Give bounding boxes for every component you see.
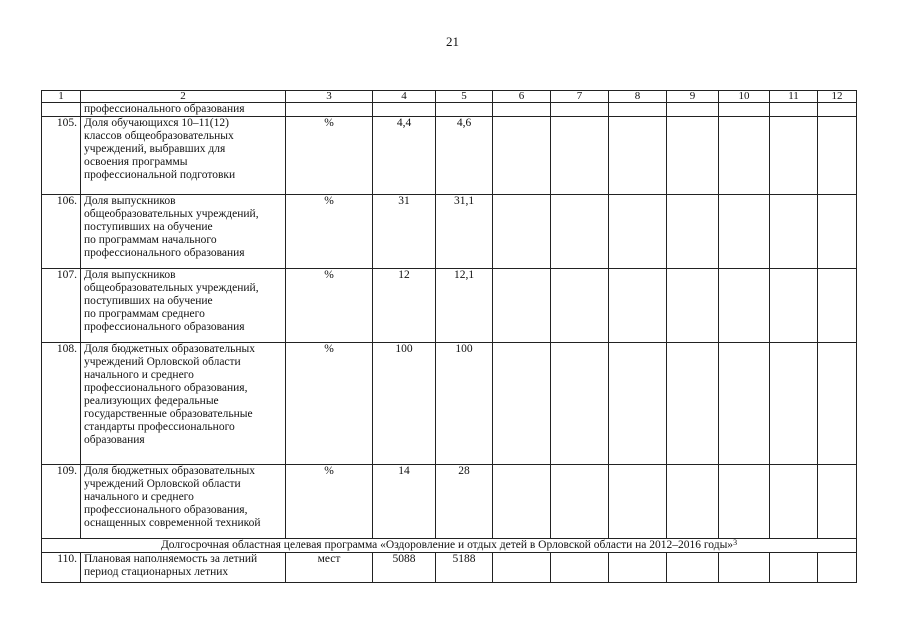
empty-cell [719, 195, 770, 269]
empty-cell [493, 195, 551, 269]
empty-cell [719, 269, 770, 343]
page-number: 21 [446, 34, 459, 49]
empty-cell [609, 269, 667, 343]
indicators-table [41, 90, 857, 583]
empty-cell [818, 269, 857, 343]
empty-cell [719, 343, 770, 465]
indicator-name-line: стандарты профессионального [84, 421, 235, 433]
unit-cell: % [286, 269, 373, 343]
program-title-text: Долгосрочная областная целевая программа «Оздоровление и отдых детей в Орловской области на 2012–2016 годы» [160, 539, 734, 551]
empty-cell [551, 269, 609, 343]
indicator-name-line: профессионального образования, [84, 504, 248, 516]
value-col-4: 14 [373, 465, 436, 539]
row-number: 108. [42, 343, 81, 465]
indicator-name-line: Доля бюджетных образовательных [84, 343, 255, 355]
row-number: 107. [42, 269, 81, 343]
continuation-text: профессионального образования [81, 103, 286, 117]
empty-cell [609, 465, 667, 539]
column-header-11: 11 [770, 91, 818, 103]
value-col-5: 28 [436, 465, 493, 539]
empty-cell [609, 117, 667, 195]
column-header-8: 8 [609, 91, 667, 103]
column-header-12: 12 [818, 91, 857, 103]
value-col-5: 100 [436, 343, 493, 465]
empty-cell [551, 195, 609, 269]
indicator-name-line: реализующих федеральные [84, 395, 219, 407]
indicator-name-line: образования [84, 434, 145, 446]
empty-cell [719, 553, 770, 583]
column-header-3: 3 [286, 91, 373, 103]
program-title [42, 539, 857, 553]
empty-cell [818, 343, 857, 465]
empty-cell [551, 553, 609, 583]
indicator-name-line: классов общеобразовательных [84, 130, 234, 142]
indicator-name-line: учреждений Орловской области [84, 356, 241, 368]
value-col-4: 4,4 [373, 117, 436, 195]
empty-cell [667, 465, 719, 539]
column-header-2: 2 [81, 91, 286, 103]
table-row [42, 553, 857, 583]
indicator-name-line: Доля выпускников [84, 195, 176, 207]
empty-cell [719, 465, 770, 539]
column-header-9: 9 [667, 91, 719, 103]
table-row [42, 269, 857, 343]
empty-cell [667, 117, 719, 195]
indicator-name-line: начального и среднего [84, 491, 194, 503]
indicator-name-line: период стационарных летних [84, 566, 229, 578]
column-header-1: 1 [42, 91, 81, 103]
program-section-row [42, 539, 857, 553]
table-row [42, 465, 857, 539]
empty-cell [493, 269, 551, 343]
continuation-row [42, 103, 857, 117]
empty-cell [493, 343, 551, 465]
unit-cell: % [286, 343, 373, 465]
value-col-4: 100 [373, 343, 436, 465]
value-col-5: 5188 [436, 553, 493, 583]
value-col-5: 4,6 [436, 117, 493, 195]
empty-cell [818, 553, 857, 583]
indicator-name [81, 465, 286, 539]
value-col-4: 31 [373, 195, 436, 269]
empty-cell [770, 117, 818, 195]
empty-cell [551, 465, 609, 539]
indicator-name-line: освоения программы [84, 156, 188, 168]
empty-cell [818, 117, 857, 195]
indicator-name-line: общеобразовательных учреждений, [84, 208, 259, 220]
indicator-name-line: учреждений, выбравших для [84, 143, 226, 155]
column-number-header [42, 91, 857, 103]
empty-cell [770, 269, 818, 343]
column-header-6: 6 [493, 91, 551, 103]
unit-cell: мест [286, 553, 373, 583]
empty-cell [609, 553, 667, 583]
empty-cell [609, 343, 667, 465]
empty-cell [667, 269, 719, 343]
value-col-4: 5088 [373, 553, 436, 583]
empty-cell [551, 343, 609, 465]
indicator-name-line: Доля бюджетных образовательных [84, 465, 255, 477]
indicator-name-line: оснащенных современной техникой [84, 517, 261, 529]
indicator-name-line: учреждений Орловской области [84, 478, 241, 490]
value-col-5: 31,1 [436, 195, 493, 269]
empty-cell [609, 195, 667, 269]
indicator-name-line: профессионального образования, [84, 382, 248, 394]
empty-cell [770, 465, 818, 539]
indicator-name [81, 269, 286, 343]
empty-cell [493, 553, 551, 583]
indicator-name-line: Доля выпускников [84, 269, 176, 281]
row-number: 109. [42, 465, 81, 539]
indicator-name-line: общеобразовательных учреждений, [84, 282, 259, 294]
empty-cell [818, 195, 857, 269]
value-col-4: 12 [373, 269, 436, 343]
indicator-name [81, 343, 286, 465]
indicator-name [81, 553, 286, 583]
unit-cell: % [286, 465, 373, 539]
table-row [42, 117, 857, 195]
indicator-name-line: поступивших на обучение [84, 295, 213, 307]
empty-cell [770, 343, 818, 465]
unit-cell: % [286, 117, 373, 195]
indicator-name [81, 117, 286, 195]
empty-cell [667, 553, 719, 583]
indicator-name-line: поступивших на обучение [84, 221, 213, 233]
column-header-7: 7 [551, 91, 609, 103]
indicator-name-line: профессионального образования [84, 247, 245, 259]
indicator-name-line: начального и среднего [84, 369, 194, 381]
indicator-name-line: Доля обучающихся 10–11(12) [84, 117, 229, 129]
indicator-name-line: по программам среднего [84, 308, 205, 320]
unit-cell: % [286, 195, 373, 269]
column-header-5: 5 [436, 91, 493, 103]
empty-cell [667, 195, 719, 269]
value-col-5: 12,1 [436, 269, 493, 343]
indicator-name [81, 195, 286, 269]
column-header-10: 10 [719, 91, 770, 103]
indicator-name-line: по программам начального [84, 234, 217, 246]
empty-cell [770, 553, 818, 583]
indicator-name-line: государственные образовательные [84, 408, 253, 420]
table-row [42, 195, 857, 269]
column-header-4: 4 [373, 91, 436, 103]
empty-cell [493, 117, 551, 195]
empty-cell [770, 195, 818, 269]
indicator-name-line: Плановая наполняемость за летний [84, 553, 258, 565]
empty-cell [551, 117, 609, 195]
empty-cell [818, 465, 857, 539]
footnote-marker: 3 [733, 538, 738, 547]
empty-cell [667, 343, 719, 465]
indicator-name-line: профессиональной подготовки [84, 169, 236, 181]
empty-cell [719, 117, 770, 195]
row-number: 105. [42, 117, 81, 195]
indicator-name-line: профессионального образования [84, 321, 245, 333]
row-number: 106. [42, 195, 81, 269]
table-row [42, 343, 857, 465]
row-number: 110. [42, 553, 81, 583]
empty-cell [493, 465, 551, 539]
